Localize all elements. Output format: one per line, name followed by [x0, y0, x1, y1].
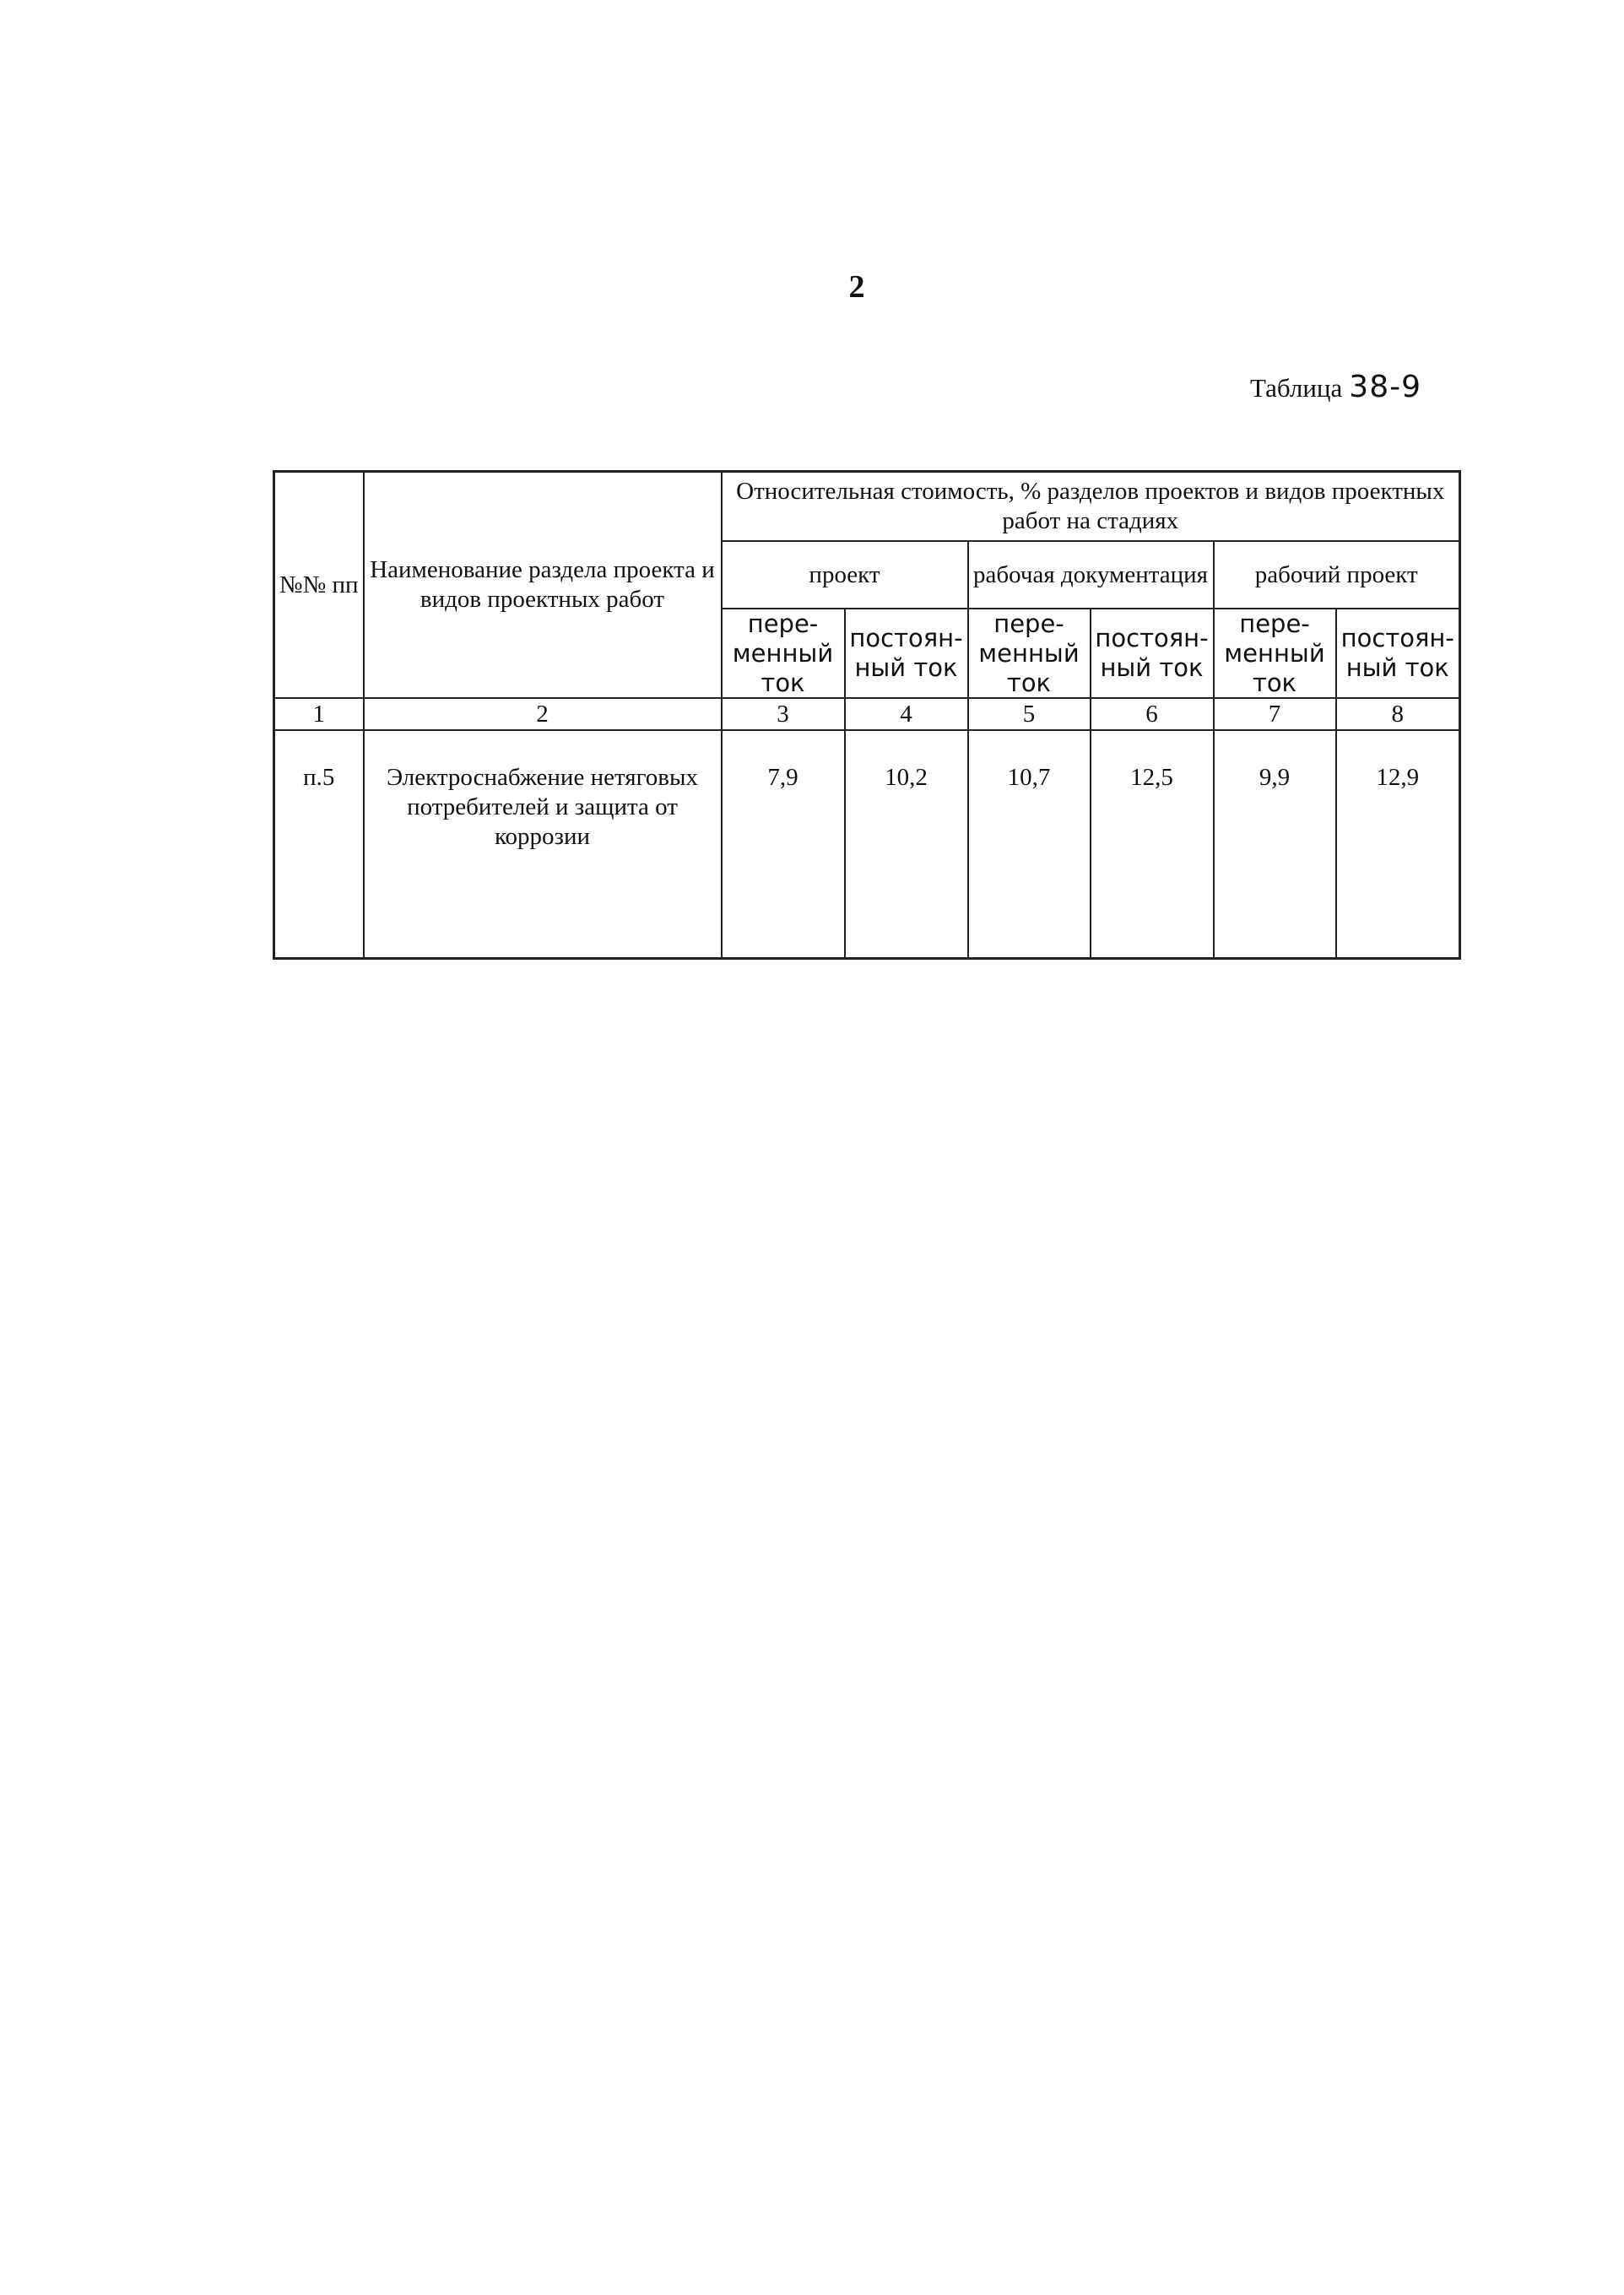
- column-number-6: 6: [1091, 698, 1214, 730]
- header-section-name: Наименование раздела проекта и видов проектных работ: [364, 472, 722, 699]
- column-number-8: 8: [1336, 698, 1460, 730]
- header-ac-project: пере- менный ток: [722, 609, 845, 698]
- row-section-name: Электроснабжение нетяговых потребителей и защита от коррозии: [364, 730, 722, 959]
- cost-table: [273, 470, 1461, 960]
- table-row: [274, 730, 1460, 959]
- header-stage-working-docs: рабочая документация: [968, 541, 1214, 609]
- table-caption-label: Таблица: [1249, 373, 1343, 403]
- header-relative-cost: Относительная стоимость, % разделов проектов и видов проектных работ на стадиях: [722, 472, 1460, 542]
- value-dc-project: 10,2: [845, 730, 968, 959]
- column-number-1: 1: [274, 698, 364, 730]
- column-number-5: 5: [968, 698, 1091, 730]
- header-dc-working-project: постоян- ный ток: [1336, 609, 1460, 698]
- column-number-3: 3: [722, 698, 845, 730]
- header-row-number: №№ пп: [274, 472, 364, 699]
- value-ac-project: 7,9: [722, 730, 845, 959]
- value-dc-working-docs: 12,5: [1091, 730, 1214, 959]
- value-ac-working-project: 9,9: [1214, 730, 1336, 959]
- row-number: п.5: [274, 730, 364, 959]
- header-stage-project: проект: [722, 541, 968, 609]
- table-caption: [1250, 370, 1421, 404]
- value-ac-working-docs: 10,7: [968, 730, 1091, 959]
- header-stage-working-project: рабочий проект: [1214, 541, 1460, 609]
- header-ac-working-docs: пере- менный ток: [968, 609, 1091, 698]
- column-number-4: 4: [845, 698, 968, 730]
- column-number-7: 7: [1214, 698, 1336, 730]
- value-dc-working-project: 12,9: [1336, 730, 1460, 959]
- header-dc-working-docs: постоян- ный ток: [1091, 609, 1214, 698]
- column-number-2: 2: [364, 698, 722, 730]
- page-number: 2: [848, 269, 865, 305]
- header-ac-working-project: пере- менный ток: [1214, 609, 1336, 698]
- header-dc-project: постоян- ный ток: [845, 609, 968, 698]
- table-caption-number: 38-9: [1349, 370, 1421, 404]
